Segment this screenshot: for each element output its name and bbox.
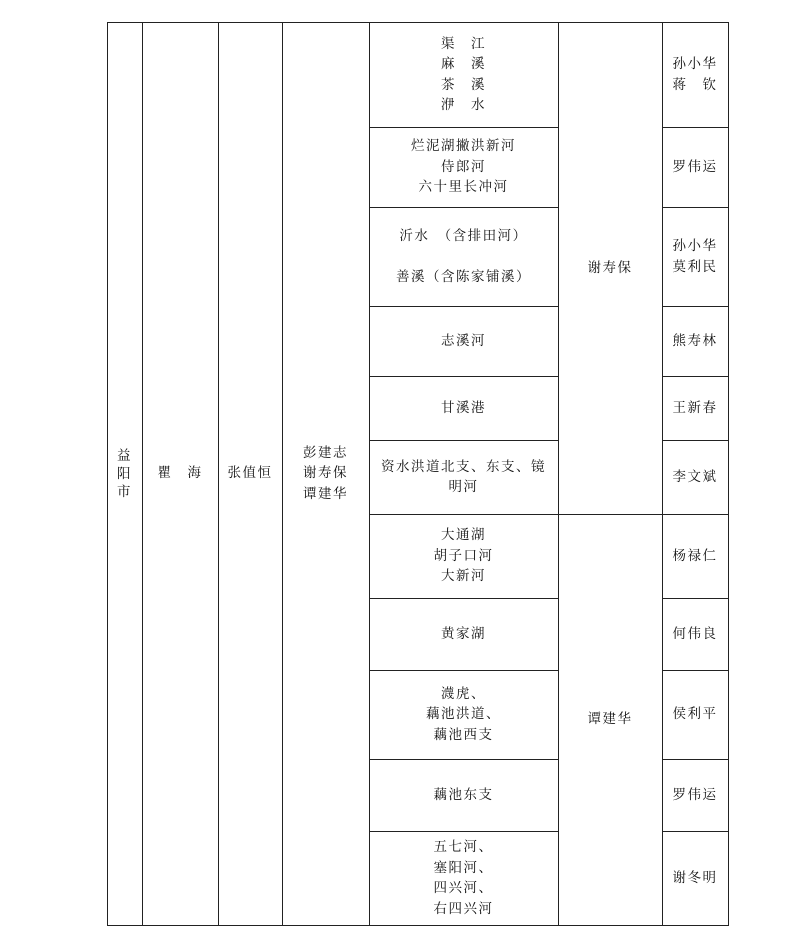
responsible-person-name: 罗伟运 [672, 158, 718, 175]
river-name: 麻 溪 [441, 56, 486, 72]
river-cell [369, 22, 558, 127]
responsible-person-name: 谢冬明 [672, 869, 718, 886]
responsible-person-cell [662, 514, 728, 598]
river-name: 大新河 [441, 568, 486, 585]
responsible-person-cell [662, 22, 728, 127]
river-name [461, 246, 467, 267]
responsible-person-name: 孙小华 [672, 56, 718, 72]
responsible-person-cell [662, 440, 728, 514]
responsible-person-name: 熊寿林 [672, 332, 718, 349]
responsible-person-name: 蒋 钦 [672, 76, 718, 93]
responsible-person-name: 莫利民 [672, 258, 718, 275]
col2-cell [142, 22, 218, 925]
group-leader-cell [558, 22, 662, 514]
river-name: 胡子口河 [433, 547, 494, 564]
river-name: 烂泥湖撇洪新河 [411, 138, 516, 155]
group-leader-cell [558, 514, 662, 925]
col4-name: 谭建华 [303, 485, 348, 502]
col4-name: 谢寿保 [303, 465, 348, 482]
river-name: 六十里长冲河 [418, 179, 509, 196]
responsible-person-name: 李文斌 [672, 468, 718, 485]
river-name: 右四兴河 [433, 900, 494, 917]
grid-line [728, 22, 729, 926]
city-char: 益 [117, 447, 132, 464]
river-name: 资水洪道北支、东支、镜 [381, 458, 546, 475]
responsible-person-cell [662, 306, 728, 376]
responsible-person-cell [662, 376, 728, 440]
group-leader-name: 谭建华 [587, 711, 633, 728]
river-name: 瀎虎、 [441, 685, 486, 702]
responsible-person-name: 王新春 [672, 399, 718, 416]
responsible-person-name: 侯利平 [672, 706, 718, 723]
river-cell [369, 306, 558, 376]
river-name: 侍郎河 [441, 158, 486, 175]
river-name: 五七河、 [433, 839, 494, 855]
river-cell [369, 670, 558, 759]
river-name: 沂水 （含排田河） [399, 227, 528, 244]
city-cell [107, 22, 142, 925]
city-char: 市 [117, 483, 132, 500]
river-name: 塞阳河、 [433, 859, 494, 876]
river-cell [369, 376, 558, 440]
river-cell [369, 514, 558, 598]
river-cell [369, 831, 558, 925]
river-name: 藕池东支 [433, 786, 494, 803]
responsible-person-name: 孙小华 [672, 238, 718, 254]
col2-name: 瞿 海 [157, 465, 203, 482]
col4-name: 彭建志 [303, 444, 348, 461]
responsible-person-cell [662, 759, 728, 831]
river-name: 大通湖 [441, 527, 486, 544]
col3-cell [218, 22, 282, 925]
river-name: 志溪河 [441, 332, 486, 349]
river-name: 善溪（含陈家铺溪） [396, 268, 531, 285]
city-char: 阳 [117, 465, 132, 482]
responsible-person-cell [662, 831, 728, 925]
river-name: 四兴河、 [433, 880, 494, 896]
responsible-person-cell [662, 207, 728, 306]
river-name: 明河 [448, 479, 479, 495]
river-name: 洢 水 [441, 97, 486, 113]
responsible-person-cell [662, 598, 728, 670]
river-cell [369, 598, 558, 670]
responsible-person-name: 罗伟运 [672, 786, 718, 803]
river-name: 黄家湖 [441, 625, 486, 642]
grid-line [107, 925, 729, 926]
responsible-person-name: 杨禄仁 [672, 547, 718, 564]
river-name: 甘溪港 [441, 399, 486, 416]
group-leader-name: 谢寿保 [587, 259, 633, 276]
col3-name: 张值恒 [227, 465, 273, 482]
river-name: 藕池西支 [433, 726, 494, 743]
responsible-person-name: 何伟良 [672, 625, 718, 642]
responsible-person-cell [662, 127, 728, 207]
responsible-person-cell [662, 670, 728, 759]
river-cell [369, 207, 558, 306]
river-name: 藕池洪道、 [426, 706, 501, 723]
river-cell [369, 127, 558, 207]
river-cell [369, 759, 558, 831]
river-name: 茶 溪 [441, 76, 486, 93]
col4-cell [282, 22, 369, 925]
river-cell [369, 440, 558, 514]
river-name: 渠 江 [441, 35, 486, 52]
